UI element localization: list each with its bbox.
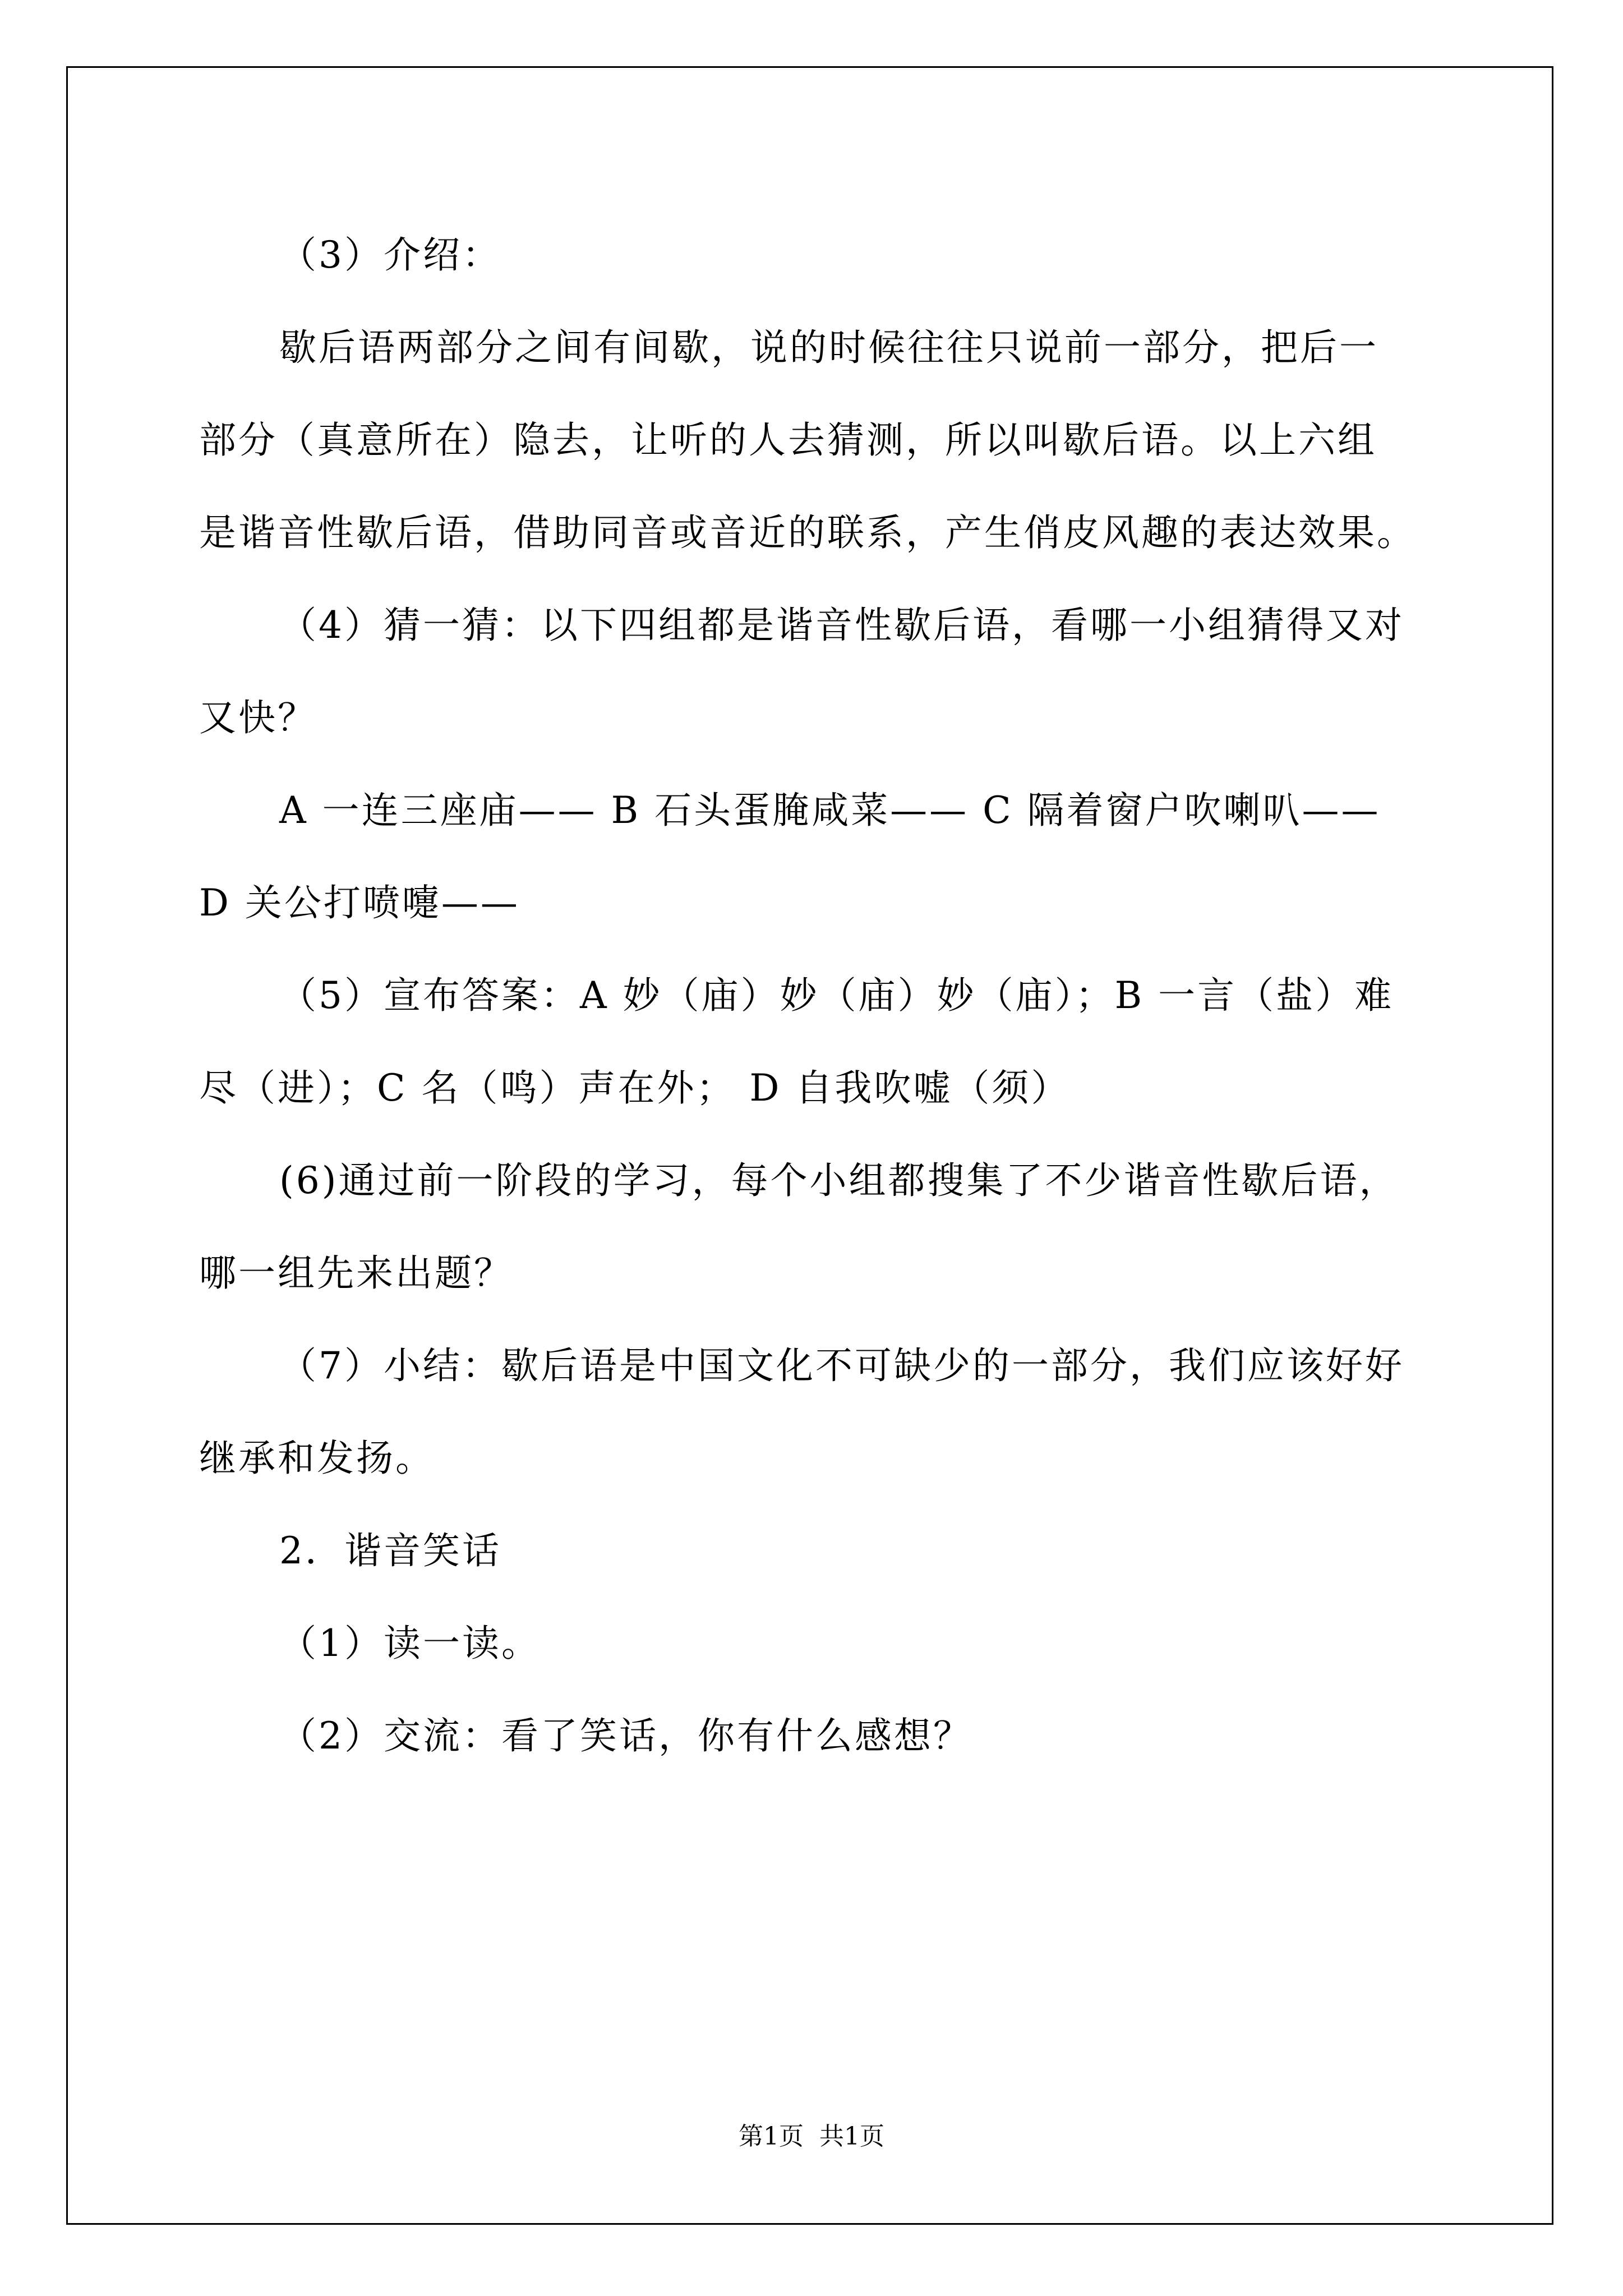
paragraph-line: （4）猜一猜：以下四组都是谐音性歇后语，看哪一小组猜得又对 (279, 604, 1404, 647)
paragraph-line: (6)通过前一阶段的学习，每个小组都搜集了不少谐音性歇后语， (279, 1159, 1399, 1202)
paragraph-line: 是谐音性歇后语，借助同音或音近的联系，产生俏皮风趣的表达效果。 (199, 511, 1416, 554)
page-footer (0, 2121, 1623, 2152)
riddle-list-line: D 关公打喷嚏—— (199, 881, 520, 924)
page-number-total: 共1页 (819, 2122, 884, 2151)
summary-line: （7）小结：歇后语是中国文化不可缺少的一部分，我们应该好好 (279, 1344, 1404, 1387)
section-heading-homophone-jokes: 2．谐音笑话 (279, 1529, 501, 1572)
summary-line: 继承和发扬。 (199, 1437, 435, 1480)
paragraph-line: 歇后语两部分之间有间歇，说的时候往往只说前一部分，把后一 (279, 326, 1378, 369)
answer-line: （5）宣布答案：A 妙（庙）妙（庙）妙（庙）；B 一言（盐）难 (279, 974, 1394, 1017)
section-heading-introduction: （3）介绍： (279, 233, 501, 277)
page-number-current: 第1页 (739, 2122, 804, 2151)
paragraph-line: 又快？ (199, 696, 317, 739)
page-border (66, 66, 1553, 2225)
list-item: （1）读一读。 (279, 1622, 541, 1665)
paragraph-line: 部分（真意所在）隐去，让听的人去猜测，所以叫歇后语。以上六组 (199, 418, 1377, 462)
paragraph-line: 哪一组先来出题？ (199, 1251, 513, 1295)
list-item: （2）交流：看了笑话，你有什么感想？ (279, 1714, 972, 1757)
riddle-list-line: A 一连三座庙—— B 石头蛋腌咸菜—— C 隔着窗户吹喇叭—— (279, 789, 1381, 832)
answer-line: 尽（进）；C 名（鸣）声在外； D 自我吹嘘（须） (199, 1066, 1071, 1110)
